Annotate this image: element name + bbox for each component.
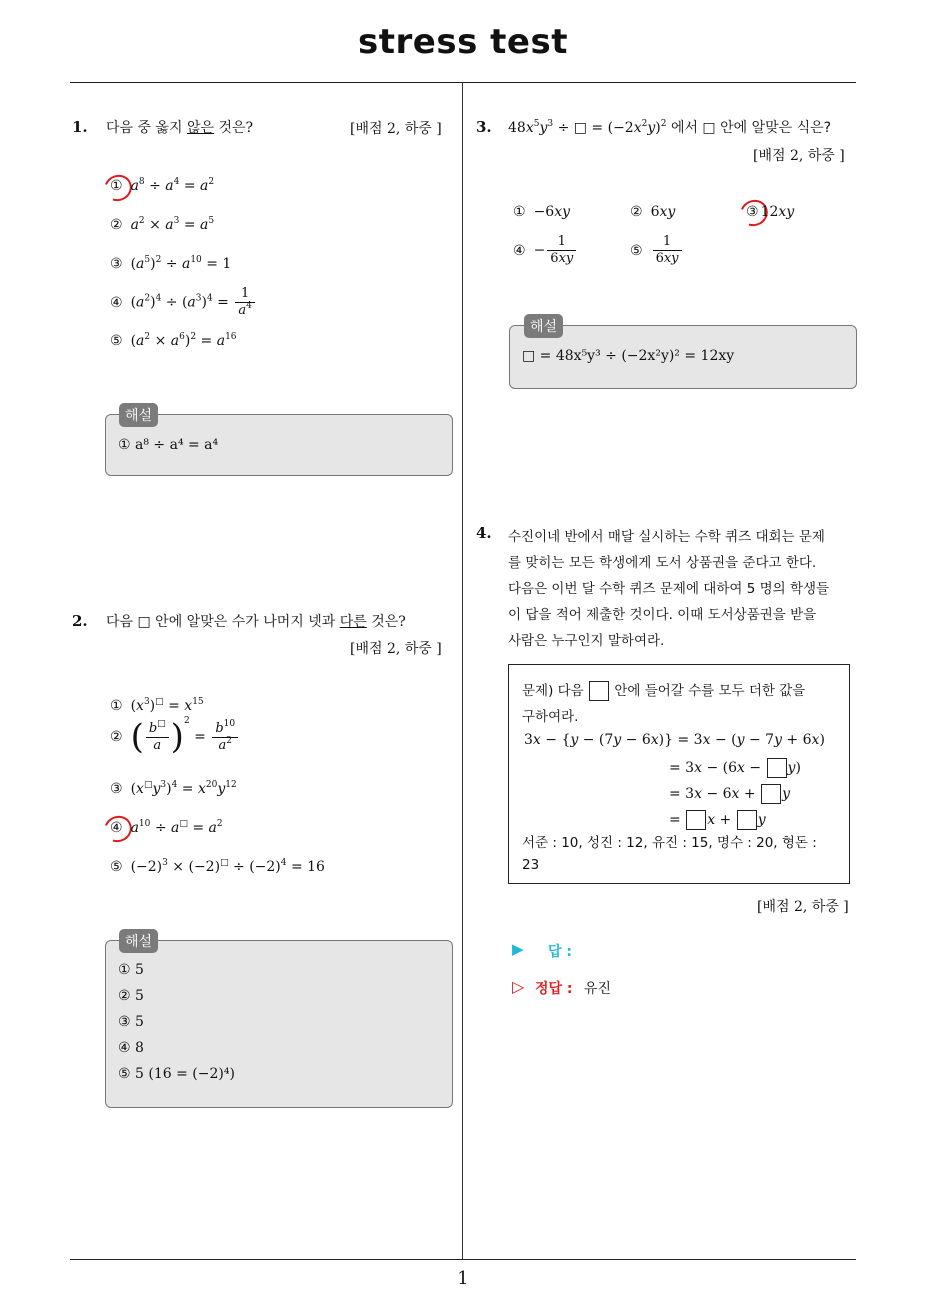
q3-option-4[interactable]: ④ − $\frac{1}{6xy}$ bbox=[513, 234, 578, 267]
q3-solution-tag: 해설 bbox=[524, 314, 563, 338]
q1-solution-text: ① a⁸ ÷ a⁴ = a⁴ bbox=[118, 437, 219, 453]
q4-box-prompt: 문제) 다음 안에 들어갈 수를 모두 더한 값을 bbox=[522, 683, 806, 699]
correct-answer-label: 정답 : bbox=[535, 981, 573, 997]
q2-option-5[interactable]: ⑤ $(-2)^3 \times (-2)^□ \div (-2)^4 = 16$ bbox=[110, 858, 325, 875]
q4-number: 4. bbox=[476, 524, 492, 542]
header-rule bbox=[70, 82, 856, 83]
q1-score: [배점 2, 하중 ] bbox=[350, 121, 442, 137]
q3-option-5[interactable]: ⑤ $\frac{1}{6xy}$ bbox=[630, 234, 684, 267]
q1-option-4[interactable]: ④ $(a^2)^4 \div (a^3)^4$ = $\frac{1}{a^4}$ bbox=[110, 286, 257, 319]
footer-rule bbox=[70, 1259, 856, 1260]
q4-eq-line-1: 3x − {y − (7y − 6x)} = 3x − (y − 7y + 6x) bbox=[524, 732, 825, 748]
q4-problem-box bbox=[508, 664, 850, 884]
q2-number: 2. bbox=[72, 612, 88, 630]
blank-box-icon bbox=[589, 681, 609, 701]
q4-eq-line-3: = 3x − 6x + y bbox=[669, 786, 791, 802]
q2-option-1[interactable]: ① $(x^3)^□ = x^{15}$ bbox=[110, 697, 204, 714]
q3-option-3[interactable]: ③ 12xy bbox=[746, 204, 795, 220]
q1-underlined-word: 않은 bbox=[186, 120, 215, 136]
correct-answer-value: 유진 bbox=[584, 981, 612, 997]
q2-solution-line-1: ① 5 bbox=[118, 962, 144, 978]
q3-score: [배점 2, 하중 ] bbox=[753, 148, 845, 164]
q2-solution-line-5: ⑤ 5 (16 = (−2)⁴) bbox=[118, 1066, 235, 1082]
q4-box-prompt-cont: 구하여라. bbox=[522, 709, 579, 725]
q4-eq-line-2: = 3x − (6x − y) bbox=[669, 760, 801, 776]
q2-solution-line-3: ③ 5 bbox=[118, 1014, 144, 1030]
q2-option-3[interactable]: ③ $(x^□y^3)^4 = x^{20}y^{12}$ bbox=[110, 780, 237, 797]
page-number: 1 bbox=[457, 1268, 469, 1289]
q2-option-4[interactable]: ④ $a^{10} \div a^□ = a^2$ bbox=[110, 819, 223, 836]
q4-text: 수진이네 반에서 매달 실시하는 수학 퀴즈 대회는 문제 를 맞히는 모든 학생에게 도서 상품권을 준다고 한다. 다음은 이번 달 수학 퀴즈 문제에 대하여 5 명의 학생들 이 답을 적어 제출한 것이다. 이때 도서상품권을 받을 사람은 누구인지 말하여라. bbox=[508, 529, 830, 649]
q2-solution-tag: 해설 bbox=[119, 929, 158, 953]
q3-solution-text: □ = 48x⁵y³ ÷ (−2x²y)² = 12xy bbox=[522, 348, 735, 364]
q1-text: 다음 중 옳지 않은 것은? bbox=[106, 120, 254, 136]
q1-option-1[interactable]: ① $a^8 \div a^4 = a^2$ bbox=[110, 177, 215, 194]
q2-underlined-word: 다른 bbox=[339, 614, 367, 630]
answer-label: 답 : bbox=[548, 944, 572, 960]
answer-arrow-icon: ▶ bbox=[512, 940, 524, 958]
q1-option-3[interactable]: ③ $(a^5)^2 \div a^{10} = 1$ bbox=[110, 255, 232, 272]
q1-solution-tag: 해설 bbox=[119, 403, 158, 427]
q2-option-2[interactable]: ② ( $\frac{b^□}{a}$ )$^2$ = $\frac{b^{10}}{a^2}$ bbox=[110, 720, 240, 754]
correct-arrow-icon: ▷ bbox=[512, 977, 525, 996]
q2-solution-line-4: ④ 8 bbox=[118, 1040, 144, 1056]
page-title: stress test bbox=[358, 22, 568, 62]
q4-eq-line-4: = x + y bbox=[669, 812, 766, 828]
q3-option-2[interactable]: ② 6xy bbox=[630, 204, 676, 220]
q3-number: 3. bbox=[476, 118, 492, 136]
q4-score: [배점 2, 하중 ] bbox=[757, 899, 849, 915]
q4-students-line-1: 서준 : 10, 성진 : 12, 유진 : 15, 명수 : 20, 형돈 : bbox=[522, 835, 817, 851]
column-divider bbox=[462, 83, 463, 1260]
q1-option-5[interactable]: ⑤ $(a^2 \times a^6)^2 = a^{16}$ bbox=[110, 332, 237, 349]
q2-score: [배점 2, 하중 ] bbox=[350, 641, 442, 657]
q2-solution-line-2: ② 5 bbox=[118, 988, 144, 1004]
q3-text: $48x^5y^3$ ÷ □ = $(-2x^2y)^2$ 에서 □ 안에 알맞은 식은? bbox=[508, 119, 832, 136]
q1-number: 1. bbox=[72, 118, 88, 136]
q1-option-2[interactable]: ② $a^2 \times a^3 = a^5$ bbox=[110, 216, 215, 233]
q4-students-line-2: 23 bbox=[522, 857, 540, 873]
q3-option-1[interactable]: ① −6xy bbox=[513, 204, 571, 220]
q2-text: 다음 □ 안에 알맞은 수가 나머지 넷과 다른 것은? bbox=[106, 614, 406, 630]
q2-solution-box bbox=[105, 940, 453, 1108]
